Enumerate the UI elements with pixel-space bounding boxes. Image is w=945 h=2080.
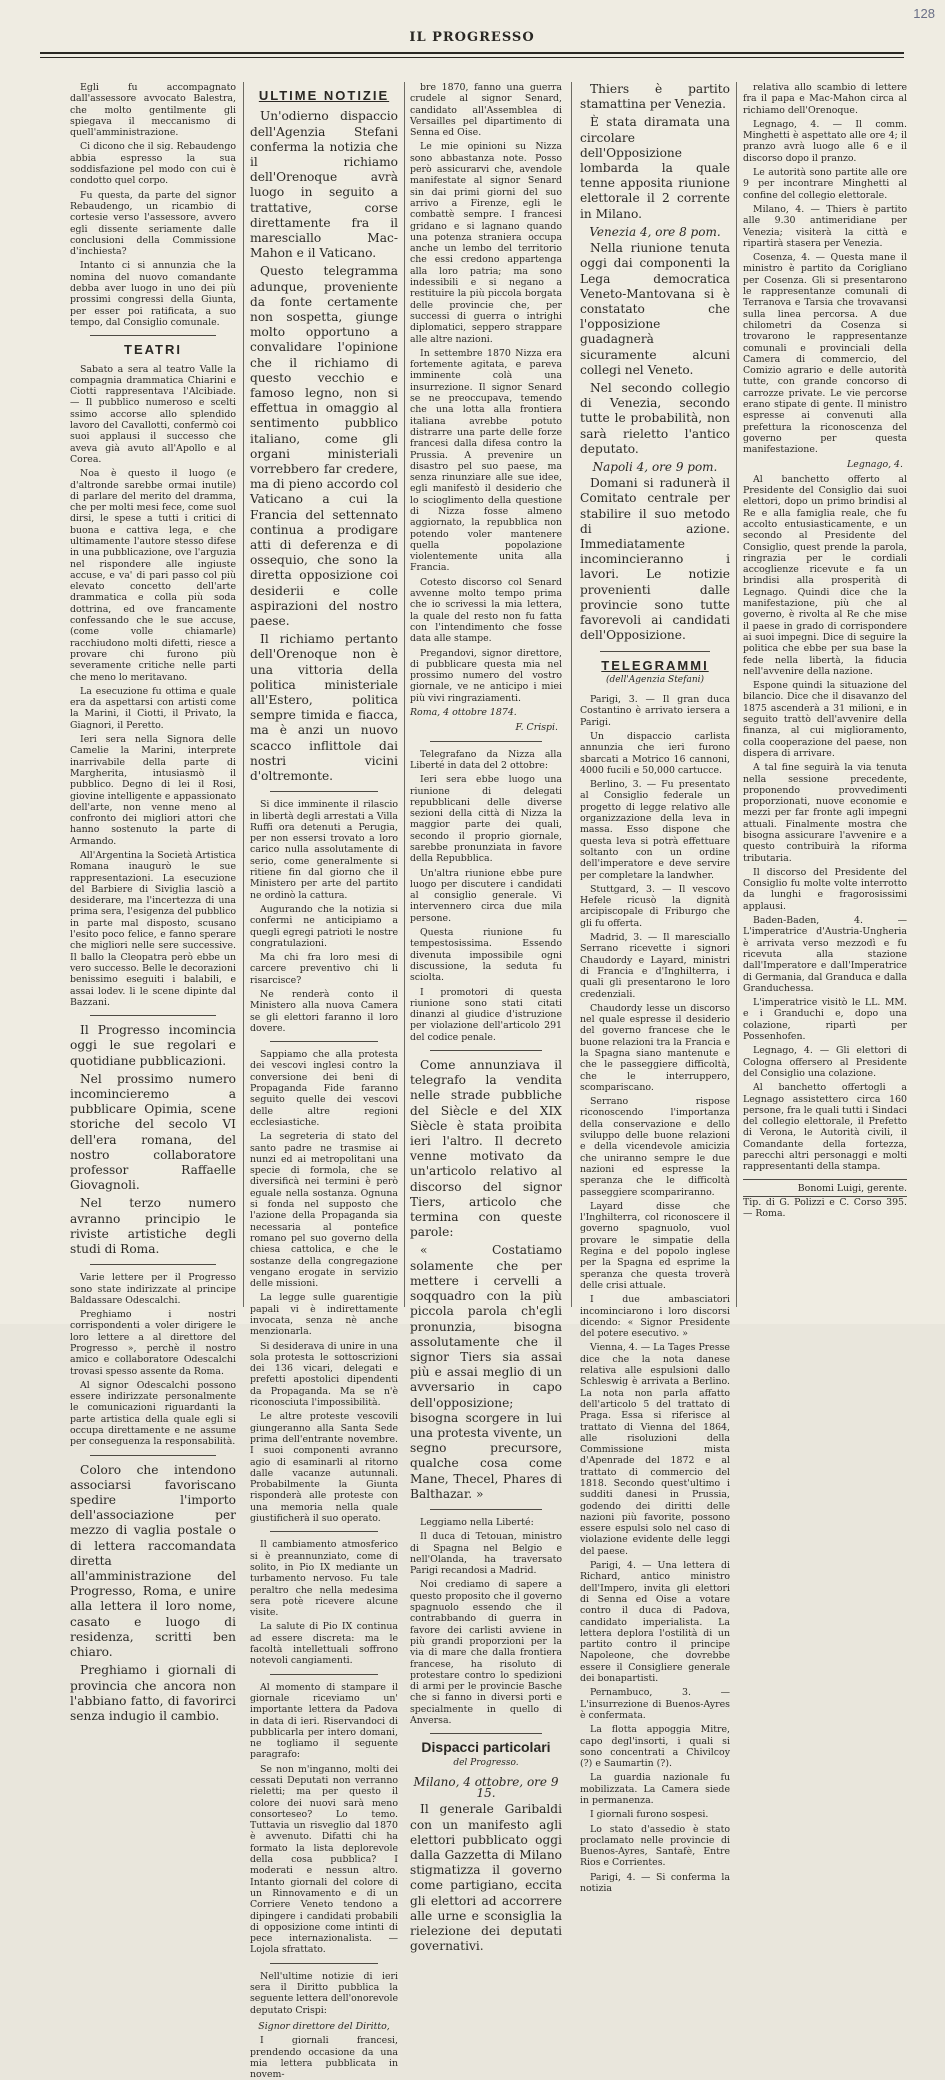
paragraph: Al momento di stampare il giornale riceviamo un' importante lettera da Padova in data di ieri. Riservandoci di pubblicarla per intero domani, ne togliamo il seguente paragrafo: [250, 1681, 398, 1761]
section-rule [430, 741, 542, 742]
section-subtitle-dispacci: del Progresso. [453, 1757, 519, 1768]
section-title-dispacci: Dispacci particolari [421, 1739, 551, 1756]
paragraph: Milano, 4. — Thiers è partito alle 9.30 antimeridiane per Venezia; visiterà la città e ripartirà stasera per Venezia. [743, 203, 907, 249]
paragraph: Il Progresso incomincia oggi le sue regolari e quotidiane pubblicazioni. [70, 1023, 236, 1068]
paragraph: Ci dicono che il sig. Rebaudengo abbia espresso la sua soddisfazione pel modo con cui è condotto quel corpo. [70, 141, 236, 187]
paragraph: Lo stato d'assedio è stato proclamato nelle provincie di Buenos-Ayres, Santafè, Entre Rios e Corrientes. [580, 1823, 730, 1869]
footer [743, 1179, 907, 1220]
paragraph: Parigi, 3. — Il gran duca Costantino è arrivato iersera a Parigi. [580, 694, 730, 728]
ultime-paragraphs-e [250, 1682, 398, 1956]
section-title-teatri: TEATRI [124, 342, 182, 358]
paragraph: Augurando che la notizia si confermi ne anticipiamo a quegli egregi patrioti le nostre congratulazioni. [250, 903, 398, 949]
paragraph: Il duca di Tetouan, ministro di Spagna nel Belgio e nell'Olanda, ha traversato Parigi recandosi a Madrid. [410, 1531, 562, 1577]
paragraph: Ma chi fra loro mesi di carcere preventivo chi li risarcisce? [250, 952, 398, 986]
paragraph: La salute di Pio IX continua ad essere discreta: ma le facoltà intellettuali soffrono notevoli cangiamenti. [250, 1621, 398, 1667]
paragraph: La legge sulle guarentigie papali vi è indirettamente invocata, senza nè anche menzionarla. [250, 1292, 398, 1338]
column-5 [743, 82, 907, 1307]
paragraph: Stuttgard, 3. — Il vescovo Hefele ricusò la dignità arcipiscopale di Friburgo che gli fu offerta. [580, 883, 730, 929]
paragraph: Questa riunione fu tempestosissima. Essendo divenuta impossibile ogni discussione, la seduta fu sciolta. [410, 927, 562, 984]
paragraph: Varie lettere per il Progresso sono state indirizzate al principe Baldassare Odescalchi. [70, 1272, 236, 1306]
paragraph: Vienna, 4. — La Tages Presse dice che la nota danese relativa alle espulsioni dallo Schleswig è arrivata a Berlino. La nota non parla affatto dell'articolo 5 del trattato di Praga. Essa si riferisce al trattato di Vienna del 1864, alle risoluzioni della Commissione mista d'Apenrade del 1872 e al trattato di commercio del 1818. Secondo quest'ultimo i sudditi danesi in Prussia, godendo dei diritti delle nazioni più favorite, possono essere espulsi solo nel caso di violazione evidente delle leggi del paese. [580, 1342, 730, 1557]
paragraph: Telegrafano da Nizza alla Liberté in data del 2 ottobre: [410, 748, 562, 771]
paragraph: Legnago, 4. — Gli elettori di Cologna offersero al Presidente del Consiglio una colazione. [743, 1045, 907, 1079]
paragraph: Layard disse che l'Inghilterra, col riconoscere il governo spagnuolo, vuol provare le simpatie della Regina e del popolo inglese per la Spagna ed esprime la speranza che questa troverà delle crisi attuale. [580, 1200, 730, 1291]
ultime-paragraphs-c [250, 1049, 398, 1524]
column-1 [70, 82, 236, 1723]
ultime-paragraphs-b [250, 799, 398, 1034]
paragraph: Legnago, 4. — Il comm. Minghetti è aspettato alle ore 4; il pranzo avrà luogo alle 6 e il discorso dopo il pranzo. [743, 118, 907, 164]
section-title-telegrammi: TELEGRAMMI [601, 657, 709, 673]
paragraph: Madrid, 3. — Il maresciallo Serrano ricevette i signori Chaudordy e Layard, ministri di Francia e d'Inghilterra, i quali gli presentarono le loro credenziali. [580, 932, 730, 1000]
paragraph: Pernambuco, 3. — L'insurrezione di Buenos-Ayres è confermata. [580, 1687, 730, 1721]
paragraph: All'Argentina la Società Artistica Romana inaugurò le sue rappresentazioni. La esecuzione del Barbiere di Siviglia lasciò a desiderare, ma l'incertezza di una prima sera, l'esigenza del pubblico in parte mal disposto, scusano l'esito poco felice, e fanno sperare che migliori nelle sere successive. Il ballo la Cleopatra però ebbe un vero successo. Belle le decorazioni benissimo eseguiti i balabili, e assai lodev. li le scene dipinte dal Bazzani. [70, 850, 236, 1008]
nizza-paragraphs [410, 749, 562, 1043]
paragraph: Ieri sera nella Signora delle Camelie la Marini, interprete inarrivabile della parte di Margherita, intusiasmò il pubblico. Degno di lei il Rosi, giovine intelligente e appassionato dell'arte, non venne meno al confronto dei migliori attori che hanno sostenuto la parte di Armando. [70, 734, 236, 847]
paragraph: Ne renderà conto il Ministero alla nuova Camera se gli elettori faranno il loro dovere. [250, 988, 398, 1034]
paragraph: In settembre 1870 Nizza era fortemente agitata, e pareva imminente colà una insurrezione. Il signor Senard se ne preoccupava, temendo che una lotta alla frontiera italiana avrebbe potuto distrarre una parte delle forze francesi dalla difesa contro la Prussia. A prevenire un disastro pel suo paese, ma senza rinunziare alle sue idee, egli manifestò il desiderio che lo scioglimento della questione di Nizza fosse almeno aggiornato, la repubblica non potendo voler mantenere quella popolazione violentemente unita alla Francia. [410, 347, 562, 574]
paragraph: Il discorso del Presidente del Consiglio fu molte volte interrotto da lunghi e fragorosissimi applausi. [743, 866, 907, 912]
paragraph: Chaudordy lesse un discorso nel quale espresse il desiderio del governo francese che le buone relazioni tra la Francia e la Spagna siano mantenute e che le passeggiere difficoltà, che le interruppero, scompariscano. [580, 1002, 730, 1093]
page-number: 128 [913, 6, 935, 21]
column-3 [410, 82, 562, 1954]
section-rule [430, 1509, 542, 1510]
paragraph: Cosenza, 4. — Questa mane il ministro è partito da Corigliano per Cosenza. Gli si presentarono le rappresentanze comunali di Terranova e Tarsia che trovavansi sulla linea percorsa. A due chilometri da Cosenza si trovarono le rappresentanze comunali e provinciali della Camera di commercio, del Comizio agrario e delle autorità tutte, con grande concorso di carrozze private. Le vie percorse erano stipate di gente. Il ministro espresse ai convenuti alla prefettura la riconoscenza del governo per questa manifestazione. [743, 252, 907, 456]
paragraph: Nella riunione tenuta oggi dai componenti la Lega democratica Veneto-Mantovana si è constatato che l'opposizione guadagnerà sicuramente alcuni collegi nel Veneto. [580, 241, 730, 377]
paragraph: Parigi, 4. — Si conferma la notizia [580, 1871, 730, 1895]
letter-date: Roma, 4 ottobre 1874. [410, 707, 517, 719]
dispacci-paragraph: Il generale Garibaldi con un manifesto agli elettori pubblicato oggi dalla Gazzetta di Milano stigmatizza il governo come partigiano, eccita gli elettori ad accorrere alle urne e sconsiglia la rielezione dei deputati governativi. [410, 1802, 562, 1954]
paragraph: Nel terzo numero avranno principio le riviste artistiche degli studi di Roma. [70, 1196, 236, 1256]
column-4 [580, 82, 730, 1895]
section-rule [270, 1531, 378, 1532]
paragraph: La esecuzione fu ottima e quale era da aspettarsi con artisti come la Marini, il Ciotti, il Privato, la Giagnori, il Peretto. [70, 685, 236, 731]
paragraph: Noi crediamo di sapere a questo proposito che il governo spagnuolo essendo che il contrabbando di guerra in favore dei carlisti avviene in più grandi proporzioni per la via di mare che dalla frontiera francese, ha risoluto di protestare contro lo spedizioni di armi per le provincie Basche che si fanno in diversi porti e specialmente in quello di Anversa. [410, 1579, 562, 1726]
section-rule [90, 335, 216, 336]
paragraph: La flotta appoggia Mitre, capo degl'insorti, i quali si sono concentrati a Chivilcoy (?) e Saumartin (?). [580, 1724, 730, 1770]
paragraph: Parigi, 4. — Una lettera di Richard, antico ministro dell'Impero, invita gli elettori di Senna ed Oise a votare contro il duca di Padova, candidato imperialista. La lettera deplora l'ostilità di un partito contro il principe Napoleone, che dovrebbe essere il Consigliere generale dei bonapartisti. [580, 1560, 730, 1685]
paragraph: Le mie opinioni su Nizza sono abbastanza note. Posso però assicurarvi che, avendole manifestate al signor Senard sin dai primi giorni del suo arrivo a Firenze, egli le combattè sempre. I francesi gridano e si lagnano quando una potenza straniera occupa anche un lembo del territorio che essi credono appartenga alla loro patria; ma sono indessibili e si negano a restituire la più piccola borgata delle provincie che, per successi di guerra o intrighi diplomatici, seppero strappare alle altre nazioni. [410, 141, 562, 345]
paragraph: Berlino, 3. — Fu presentato al Consiglio federale un progetto di legge relativo alle organizzazione della leva in massa. Esso dispone che questa leva si potrà effettuare soltanto con un ordine dell'imperatore e deve servire per completare la landwher. [580, 779, 730, 881]
subscription-paragraphs [70, 1463, 236, 1724]
column-divider [243, 82, 244, 1307]
section-subtitle-telegrammi: (dell'Agenzia Stefani) [605, 674, 705, 685]
paragraph: La segreteria di stato del santo padre ne trasmise ai nunzi ed ai metropolitani una specie di formola, che se diversificà nei termini è però eguale nella sostanza. Ognuna si fonda nel supposto che l'azione della Propaganda sia necessaria al pontefice romano pel suo governo della chiesa cattolica, e che le sostanze della congregazione vengano erogate in servizio delle missioni. [250, 1131, 398, 1290]
letters-paragraphs [70, 1272, 236, 1447]
column-2 [250, 82, 398, 2080]
article-paragraphs [70, 82, 236, 328]
paragraph: I giornali furono sospesi. [590, 1809, 709, 1821]
dateline-legnago: Legnago, 4. [847, 458, 903, 470]
paragraph: Baden-Baden, 4. — L'imperatrice d'Austria-Ungheria è arrivata verso mezzodì e fu ricevuta alla stazione dall'Imperatore e dall'Imperatrice di Germania, dal Granduca e dalla Granduchessa. [743, 915, 907, 994]
masthead [40, 22, 904, 68]
column-divider [571, 82, 572, 1307]
paragraph: relativa allo scambio di lettere fra il papa e Mac-Mahon circa al richiamo dell'Orenoque. [743, 82, 907, 116]
teatri-paragraphs [70, 364, 236, 1009]
paragraph: Preghiamo i giornali di provincia che ancora non l'abbiano fatto, di favorirci senza indugio il cambio. [70, 1663, 236, 1723]
paragraph: Espone quindi la situazione del bilancio. Dice che il disavanzo del 1875 ascenderà a 31 milioni, e in seguito trattò dell'avvenire della finanza, al cui miglioramento, colla cooperazione del paese, non dispera di arrivare. [743, 680, 907, 759]
section-rule [90, 1015, 216, 1016]
ultime-paragraphs-d [250, 1539, 398, 1666]
paragraph: Al banchetto offerto al Presidente del Consiglio dai suoi elettori, dopo un primo brindisi al Re e alla famiglia reale, che fu accolto entusiasticamente, e un secondo al Presidente del Consiglio, quest prende la parola, ringrazia per le cordiali accoglienze ricevute e fa un brindisi alla prosperità di Legnago. Quindi dice che la manifestazione, più che al governo, è rivolta al Re che mise il paese in grado di corrispondere ai suoi impegni. Dice di seguire la politica che ebbe per sua base la fede nella libertà, la fiducia nell'avvenire della nazione. [743, 473, 907, 677]
section-rule [270, 791, 378, 792]
paragraph: Le autorità sono partite alle ore 9 per incontrare Minghetti al confine del collegio elettorale. [743, 167, 907, 201]
siecle-paragraphs [410, 1058, 562, 1502]
crispi-letter-start: I giornali francesi, prendendo occasione da una mia lettera pubblicata in novem- [250, 2035, 398, 2080]
paragraph: Le altre proteste vescovili giungeranno alla Santa Sede prima dell'entrante novembre. I suoi componenti avranno agio di esaminarli al ritorno dalle vacanze autunnali. Probabilmente la Giunta risponderà alle proteste con una memoria nella quale giustificherà il suo operato. [250, 1411, 398, 1525]
letter-salutation: Signor direttore del Diritto, [258, 2020, 390, 2032]
section-rule [270, 1041, 378, 1042]
paragraph: Al banchetto offertogli a Legnago assistettero circa 160 persone, fra le quali tutti i Sindaci del collegio elettorale, il Prefetto di Verona, le Autorità civili, il Comandante della fortezza, parecchi altri personaggi e molti rappresentanti della stampa. [743, 1082, 907, 1173]
paragraph: Preghiamo i nostri corrispondenti a voler dirigere le loro lettere a al direttore del Progresso », perchè il nostro amico e collaboratore Odescalchi trovasi spesso assente da Roma. [70, 1309, 236, 1377]
crispi-letter-paragraphs [410, 82, 562, 704]
paragraph: Egli fu accompagnato dall'assessore avvocato Balestra, che molto gentilmente gli spiegava il meccanismo di quell'amministrazione. [70, 82, 236, 139]
paragraph: A tal fine seguirà la via tenuta nella sessione precedente, proponendo provvedimenti proporzionati, nuove economie e mezzi per far fronte agli impegni attuali. Finalmente mostra che bisogna assicurare l'avvenire e a questo contribuirà la riforma tributaria. [743, 762, 907, 864]
paragraph: Domani si radunerà il Comitato centrale per stabilire il suo metodo di azione. Immediatamente incomincieranno i lavori. Le notizie provenienti dalle provincie sono tutte favorevoli ai candidati dell'Opposizione. [580, 476, 730, 643]
paragraph: Ieri sera ebbe luogo una riunione di delegati repubblicani delle diverse sezioni della città di Nizza la maggior parte dei quali, secondo il proprio giornale, sarebbe pronunziata in favore della Repubblica. [410, 774, 562, 865]
paragraph: Come annunziava il telegrafo la vendita nelle strade pubbliche del Siècle e del XIX Siècle è stata proibita ieri l'altro. Il decreto venne motivato da un'articolo relativo al discorso del signor Tiers, articolo che termina con queste parole: [410, 1058, 562, 1240]
ultime-paragraphs-a [250, 109, 398, 784]
paragraph: Coloro che intendono associarsi favoriscano spedire l'importo dell'associazione per mezzo di vaglia postale o di lettera raccomandata diretta all'amministrazione del Progresso, Roma, e unire alla lettera il loro nome, casato e luogo di residenza, scritti ben chiaro. [70, 1462, 236, 1660]
section-rule [270, 1674, 378, 1675]
paragraph: Si dice imminente il rilascio in libertà degli arrestati a Villa Ruffi ora detenuti a Perugia, per non essersi trovato a loro carico nulla assolutamente di serio, come generalmente si ritiene fin dal giorno che il Ministero per arte del partito ne ordinò la cattura. [250, 799, 398, 901]
column-divider [404, 82, 405, 1307]
paragraph: Sappiamo che alla protesta dei vescovi inglesi contro la conversione dei beni di Propaganda Fide faranno seguito quelle dei vescovi delle altre regioni ecclesiastiche. [250, 1049, 398, 1128]
paragraph: Il richiamo pertanto dell'Orenoque non è una vittoria della politica ministeriale all'Estero, politica sempre timida e fiacca, ma è anzi un nuovo scacco inflittole dai nostri vicini d'oltremonte. [250, 632, 398, 784]
paragraph: Intanto ci si annunzia che la nomina del nuovo comandante debba aver luogo in uno dei più prossimi congressi della Giunta, per esser poi ratificata, a suo tempo, dal Consiglio comunale. [70, 260, 236, 328]
section-title-ultime-notizie: ULTIME NOTIZIE [258, 88, 390, 103]
liberte-paragraphs [410, 1517, 562, 1726]
notice-paragraphs [70, 1023, 236, 1257]
masthead-rule-thin [40, 57, 904, 58]
paragraph: Al signor Odescalchi possono essere indirizzate personalmente le comunicazioni riguardanti la parte artistica della quale egli si occupa direttamente e ne assume per conseguenza la responsabilità. [70, 1379, 236, 1448]
gerente-line: Bonomi Luigi, gerente. [743, 1183, 907, 1197]
paragraph: Serrano rispose riconoscendo l'importanza della conservazione e dello sviluppo delle buone relazioni e della vicendevole amicizia che uniranno sempre le due nazioni ed espresse la speranza che le difficoltà passeggiere scompariranno. [580, 1096, 730, 1198]
paragraph: Pregandovi, signor direttore, di pubblicare questa mia nel prossimo numero del vostro giornale, ve ne anticipo i miei più vivi ringraziamenti. [410, 647, 562, 704]
paragraph: Leggiamo nella Liberté: [420, 1516, 534, 1528]
paragraph: L'imperatrice visitò le LL. MM. e i Granduchi e, dopo una colazione, ripartì per Possenhofen. [743, 997, 907, 1043]
section-rule [430, 1050, 542, 1051]
paragraph: I promotori di questa riunione sono stati citati dinanzi al giudice d'istruzione per violazione dell'articolo 291 del codice penale. [410, 986, 562, 1043]
section-rule [270, 1963, 378, 1964]
paragraph: « Costatiamo solamente che per mettere i cervelli a soqquadro con la più piccola parola ch'egli pronunzia, bisogna assolutamente che il signor Tiers sia assai più e assai meglio di un avversario in capo dell'opposizione; bisogna scorgere in lui una protesta vivente, un segno precursore, qualche cosa come Mane, Thecel, Phares di Balthazar. » [410, 1243, 562, 1501]
paragraph: Un'altra riunione ebbe pure luogo per discutere i candidati al consiglio generale. Vi intervennero circa due mila persone. [410, 867, 562, 924]
telegrammi-continued-b [743, 474, 907, 1173]
letter-signature: F. Crispi. [515, 722, 558, 734]
paragraph: Si desiderava di unire in una sola protesta le sottoscrizioni dei 136 vicari, delegati e prefetti apostolici dipendenti da Propaganda. Ma se n'è riconosciuta l'impossibilità. [250, 1340, 398, 1409]
paragraph: Un'odierno dispaccio dell'Agenzia Stefani conferma la notizia che il richiamo dell'Orenoque avrà luogo in seguito a trattative, corse direttamente fra il maresciallo Mac-Mahon e il Vaticano. [250, 109, 398, 261]
paragraph: Noa è questo il luogo (e d'altronde sarebbe ormai inutile) di parlare del merito del dramma, che per molti mesi fece, come suol dirsi, le spese a tutti i critici di buona e cattiva lega, e che ultimamente l'autore stesso difese in una pubblicazione, ove l'arguzia nel rispondere alle ingiuste accuse, e va' di pari passo col più elevato concetto dell'arte drammatica e colla più soda dottrina, ed ove francamente confessando che le sue accuse, (come volle chiamarle) racchiudono molti difetti, riesce a provare chi furono più severamente critiche nelle parti che meno lo meritavano. [70, 468, 236, 683]
paragraph: Sabato a sera al teatro Valle la compagnia drammatica Chiarini e Ciotti rappresentava l'Alcibiade. — Il pubblico numeroso e scelti ssimo accorse allo splendido lavoro del Cavallotti, confermò coi suoi applausi il successo che aveva già avuto all'Apollo e al Corea. [70, 363, 236, 465]
dispacci-paragraphs-c [580, 476, 730, 643]
section-rule [600, 651, 710, 652]
dispacci-dateline: Milano, 4 ottobre, ore 9 15. [413, 1774, 559, 1801]
dateline-napoli: Napoli 4, ore 9 pom. [592, 459, 718, 474]
paragraph: Se non m'inganno, molti dei cessati Deputati non verranno rieletti; ma per questo il colore dei nuovi sarà meno consorteseo? Lo temo. Tuttavia un risveglio dal 1870 è avvenuto. Difatti chi ha formato la lista deplorevole della cosa pubblica? I moderati e nessun altro. Intanto giornali del colore di un Rinnovamento e di un Corriere Veneto tendono a dipingere i candidati probabili di opposizione come intinti di pece internazionalista. — Lojola sfrattato. [250, 1763, 398, 1956]
column-divider [736, 82, 737, 1307]
paragraph: Il cambiamento atmosferico si è preannunziato, come di solito, in Pio IX mediante un turbamento nervoso. Fu tale peraltro che nella medesima sera potè ricevere alcune visite. [250, 1539, 398, 1619]
paragraph: Fu questa, da parte del signor Rebaudengo, un ricambio di cortesie verso l'assessore, avvero egli dissente seriamente dalle conclusioni della Commissione d'inchiesta? [70, 189, 236, 258]
telegrammi-paragraphs [580, 694, 730, 1894]
newspaper-title: IL PROGRESSO [409, 30, 535, 45]
crispi-intro: Nell'ultime notizie di ieri sera il Diritto pubblica la seguente lettera dell'onorevole deputato Crispi: [250, 1970, 398, 2016]
section-rule [430, 1733, 542, 1734]
paragraph: La guardia nazionale fu mobilizzata. La Camera siede in permanenza. [580, 1772, 730, 1806]
paragraph: È stata diramata una circolare dell'Opposizione lombarda la quale tenne apposita riunione elettorale il 2 corrente in Milano. [580, 115, 730, 221]
dateline-venezia: Venezia 4, ore 8 pom. [589, 224, 721, 239]
paragraph: bre 1870, fanno una guerra crudele al signor Senard, candidato all'Assemblea di Versailles pel dipartimento di Senna ed Oise. [410, 82, 562, 139]
paragraph: Nel secondo collegio di Venezia, secondo tutte le probabilità, non sarà rieletto l'antico deputato. [580, 380, 730, 456]
section-rule [90, 1264, 216, 1265]
paragraph: Thiers è partito stamattina per Venezia. [580, 82, 730, 112]
dispacci-paragraphs-b [580, 241, 730, 457]
masthead-rule-thick [40, 52, 904, 54]
paragraph: Cotesto discorso col Senard avvenne molto tempo prima che io scrivessi la mia lettera, la quale del resto non fu fatta con l'intendimento che fosse data alle stampe. [410, 576, 562, 645]
paragraph: I due ambasciatori incominciarono i loro discorsi dicendo: « Signor Presidente del potere esecutivo. » [580, 1294, 730, 1340]
paragraph: Un dispaccio carlista annunzia che ieri furono sbarcati a Motrico 16 cannoni, 4000 fucili e 50,000 cartucce. [580, 730, 730, 776]
dispacci-paragraphs-a [580, 82, 730, 222]
section-rule [90, 1455, 216, 1456]
paragraph: Nel prossimo numero incomincieremo a pubblicare Opimia, scene storiche del secolo VI dell'era romana, del nostro collaboratore professor Raffaelle Giovagnoli. [70, 1071, 236, 1193]
printer-line: Tip. di G. Polizzi e C. Corso 395. — Roma. [743, 1196, 907, 1220]
paragraph: Questo telegramma adunque, proveniente da fonte certamente non sospetta, giunge molto opportuno a convalidare l'opinione che il richiamo di questo vecchio e famoso legno, non si effettua in omaggio al sentimento pubblico italiano, come gli organi ministeriali vorrebbero far credere, ma di pieno accordo col Vaticano a cui la Francia del settennato continua a prodigare atti di deferenza e di ossequio, che sono la diretta opposizione coi desiderii e colle aspirazioni del nostro paese. [250, 264, 398, 628]
telegrammi-continued-a [743, 82, 907, 456]
